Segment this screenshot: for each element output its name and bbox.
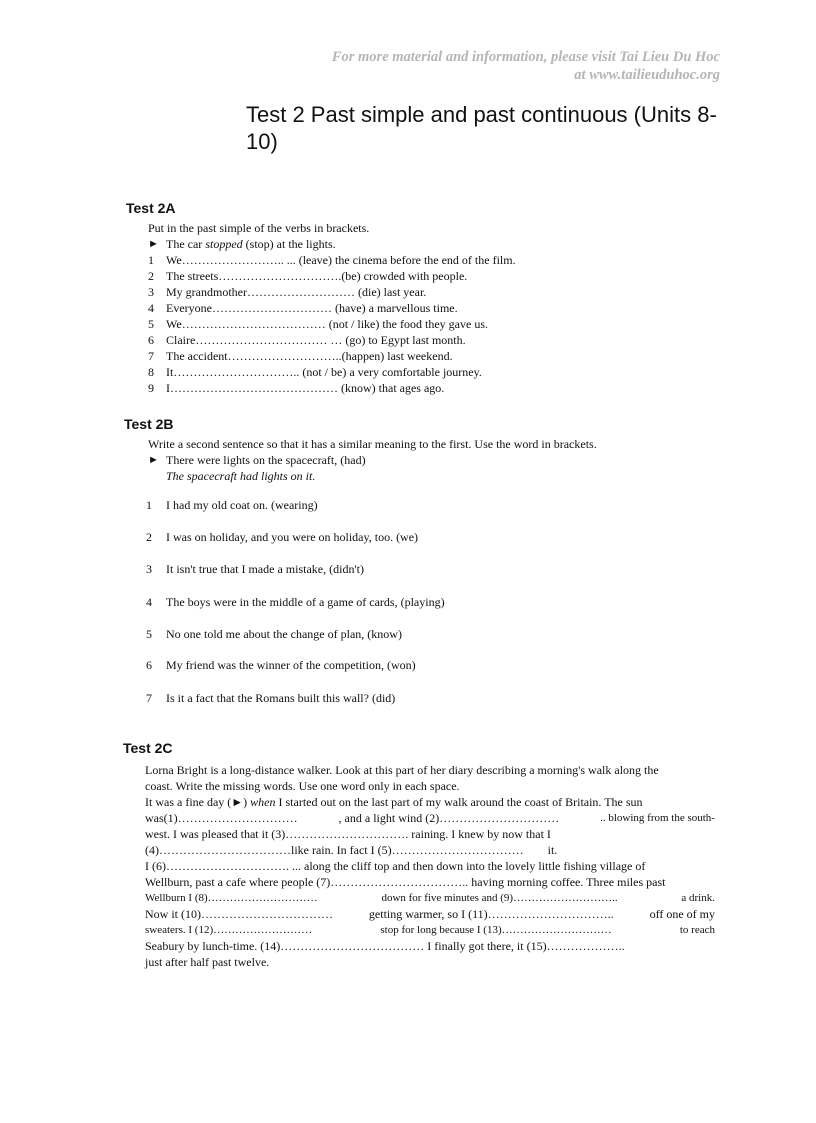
passage-line: Seabury by lunch-time. (14)……………………………… I finally got there, it (15)……………….. xyxy=(145,939,625,953)
test-2a-item xyxy=(0,364,816,380)
item-text: No one told me about the change of plan, (know) xyxy=(166,627,402,641)
test-2a-item xyxy=(0,332,816,348)
test-2b-item xyxy=(0,690,816,706)
example-text-post: (stop) at the lights. xyxy=(242,237,336,251)
item-number: 2 xyxy=(148,269,154,283)
passage-line: It was a fine day (►) when I started out on the last part of my walk around the coast of Britain. The sun xyxy=(145,795,643,809)
passage-line: Wellburn I (8)………………………… down for five minutes and (9)……………………….. a drink. xyxy=(145,892,715,904)
passage-line: Lorna Bright is a long-distance walker. Look at this part of her diary describing a morning's walk along the xyxy=(145,763,659,777)
item-number: 2 xyxy=(146,530,152,544)
item-text: The boys were in the middle of a game of cards, (playing) xyxy=(166,595,445,609)
test-2b-item xyxy=(0,594,816,610)
test-2b-item xyxy=(0,657,816,673)
item-text: I…………………………………… (know) that ages ago. xyxy=(166,381,445,395)
item-text: It………………………….. (not / be) a very comfortable journey. xyxy=(166,365,482,379)
passage-line: was(1)………………………… , and a light wind (2)………………………… .. blowing from the south- xyxy=(145,811,715,825)
watermark xyxy=(332,48,720,84)
test-2a-instruction: Put in the past simple of the verbs in brackets. xyxy=(148,221,370,235)
test-2b-instruction: Write a second sentence so that it has a similar meaning to the first. Use the word in brackets. xyxy=(148,437,597,451)
item-number: 5 xyxy=(148,317,154,331)
test-2c-passage xyxy=(145,762,715,970)
item-number: 3 xyxy=(148,285,154,299)
test-2c-heading: Test 2C xyxy=(123,740,173,756)
test-2a-heading: Test 2A xyxy=(126,200,176,216)
passage-line: Now it (10)…………………………… getting warmer, so I (11)………………………….. off one of my xyxy=(145,907,715,921)
item-number: 8 xyxy=(148,365,154,379)
example-answer: when xyxy=(250,795,276,809)
item-number: 4 xyxy=(148,301,154,315)
passage-line: sweaters. I (12)……………………… stop for long because I (13)………………………… to reach xyxy=(145,924,715,936)
test-2b-heading: Test 2B xyxy=(124,416,174,432)
item-text: We……………………………… (not / like) the food they gave us. xyxy=(166,317,488,331)
item-number: 7 xyxy=(148,349,154,363)
test-2b-item xyxy=(0,497,816,513)
passage-line: coast. Write the missing words. Use one word only in each space. xyxy=(145,779,460,793)
test-2b-example xyxy=(0,452,816,468)
item-text: The streets………………………….(be) crowded with people. xyxy=(166,269,468,283)
passage-line: just after half past twelve. xyxy=(145,955,270,969)
test-2a-item xyxy=(0,316,816,332)
passage-line: west. I was pleased that it (3)…………………………. raining. I knew by now that I xyxy=(145,827,551,841)
test-2a-item xyxy=(0,284,816,300)
item-text: My grandmother……………………… (die) last year. xyxy=(166,285,427,299)
test-2b-item xyxy=(0,529,816,545)
item-text: It isn't true that I made a mistake, (didn't) xyxy=(166,562,364,576)
example-arrow-icon: ► xyxy=(148,238,159,250)
item-number: 1 xyxy=(146,498,152,512)
item-number: 5 xyxy=(146,627,152,641)
item-number: 4 xyxy=(146,595,152,609)
watermark-line-2: at www.tailieuduhoc.org xyxy=(574,67,720,83)
passage-line: I (6)…………………………. ... along the cliff top and then down into the lovely little fishing village of xyxy=(145,859,646,873)
item-text: Everyone………………………… (have) a marvellous time. xyxy=(166,301,458,315)
item-text: I was on holiday, and you were on holiday, too. (we) xyxy=(166,530,419,544)
item-number: 7 xyxy=(146,691,152,705)
item-number: 6 xyxy=(148,333,154,347)
passage-line: (4)……………………………like rain. In fact I (5)…………………………… it. xyxy=(145,843,558,857)
test-2a-example xyxy=(0,236,816,252)
test-2a-item xyxy=(0,252,816,268)
test-2a-item xyxy=(0,348,816,364)
item-number: 3 xyxy=(146,562,152,576)
test-2a-item xyxy=(0,300,816,316)
test-2b-item xyxy=(0,561,816,577)
example-arrow-icon: ► xyxy=(148,454,159,466)
item-text: Claire…………………………… … (go) to Egypt last month. xyxy=(166,333,466,347)
item-number: 6 xyxy=(146,658,152,672)
example-text-pre: The car xyxy=(166,237,206,251)
test-2a-item xyxy=(0,380,816,396)
item-number: 9 xyxy=(148,381,154,395)
item-number: 1 xyxy=(148,253,154,267)
watermark-line-1: For more material and information, please visit Tai Lieu Du Hoc xyxy=(331,49,720,65)
example-answer: stopped xyxy=(205,237,243,251)
test-2a-item xyxy=(0,268,816,284)
item-text: My friend was the winner of the competition, (won) xyxy=(166,658,416,672)
item-text: The accident………………………..(happen) last weekend. xyxy=(166,349,453,363)
example-text: There were lights on the spacecraft, (had) xyxy=(166,453,366,467)
example-answer: The spacecraft had lights on it. xyxy=(166,469,316,483)
test-2b-item xyxy=(0,626,816,642)
page-title: Test 2 Past simple and past continuous (Units 8-10) xyxy=(246,102,717,154)
item-text: We…………………….. ... (leave) the cinema before the end of the film. xyxy=(166,253,516,267)
item-text: Is it a fact that the Romans built this wall? (did) xyxy=(166,691,396,705)
passage-line: Wellburn, past a cafe where people (7)…………………………….. having morning coffee. Three miles past xyxy=(145,875,666,889)
item-text: I had my old coat on. (wearing) xyxy=(166,498,318,512)
